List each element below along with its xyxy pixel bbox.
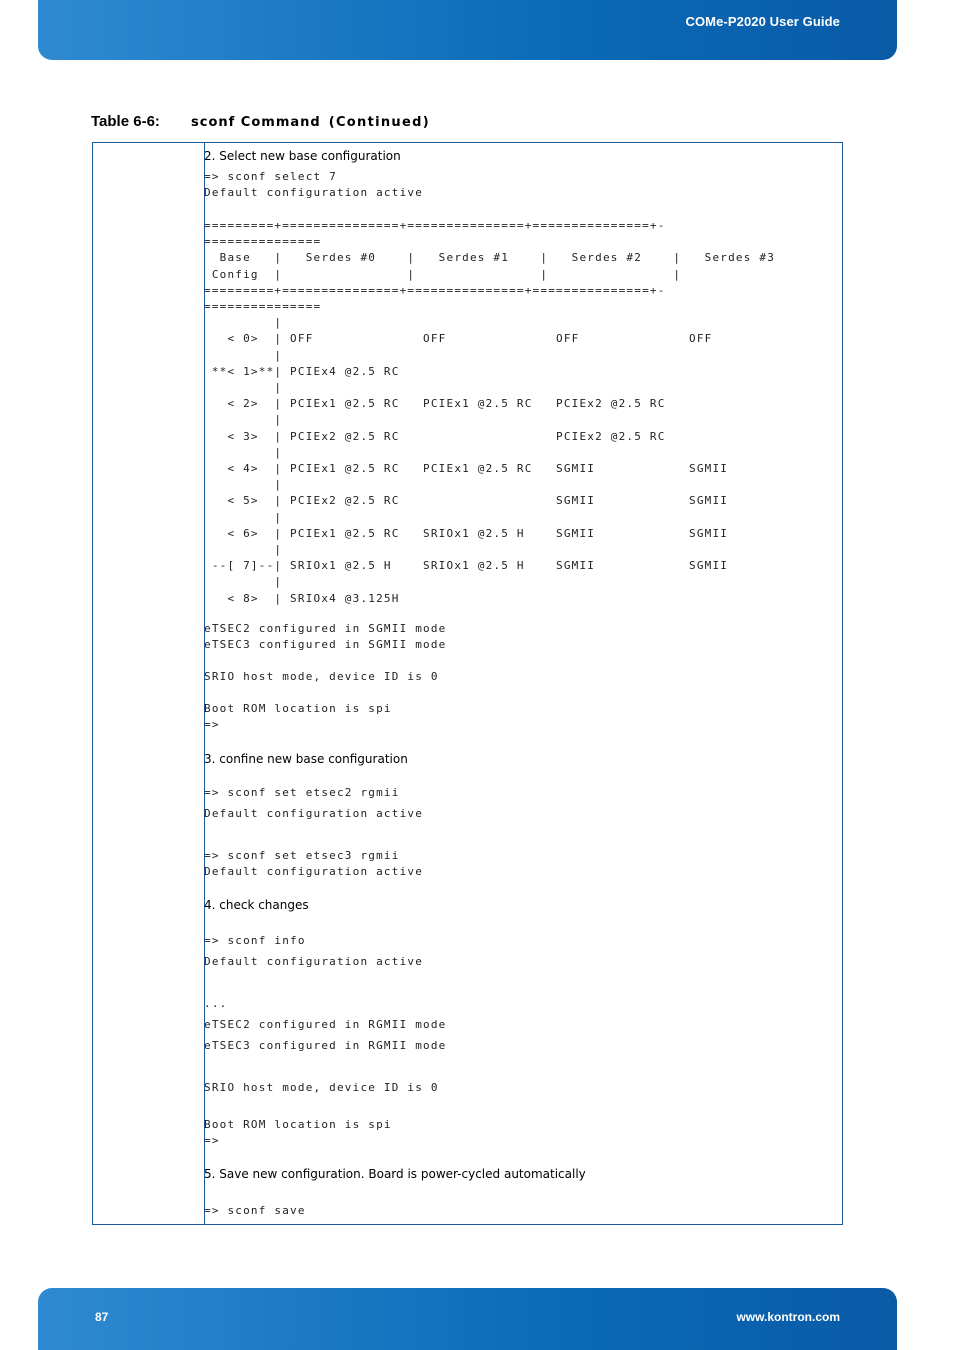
- header-band: [38, 0, 897, 60]
- code-select-block: => sconf select 7 Default configuration active: [204, 170, 424, 200]
- page-number: 87: [95, 1310, 109, 1324]
- step-check-heading: 4. check changes: [204, 898, 309, 912]
- footer-url: www.kontron.com: [736, 1310, 840, 1324]
- code-set-etsec3: => sconf set etsec3 rgmii Default configuration active: [204, 849, 424, 879]
- code-boot-rom-2: Boot ROM location is spi =>: [204, 1118, 392, 1148]
- table-content-cell: [204, 142, 840, 1222]
- code-default-active-2: Default configuration active: [204, 807, 424, 820]
- code-sgmii-mode: eTSEC2 configured in SGMII mode eTSEC3 configured in SGMII mode: [204, 622, 447, 652]
- document-title: COMe-P2020 User Guide: [685, 14, 840, 29]
- code-etsec2-rgmii: eTSEC2 configured in RGMII mode: [204, 1018, 447, 1031]
- step-select-heading: 2. Select new base configuration: [204, 149, 401, 163]
- footer-band: [38, 1288, 897, 1350]
- code-sconf-info: => sconf info: [204, 934, 306, 947]
- table-caption: [91, 111, 430, 130]
- serdes-config-table: =========+===============+===============+===============+- =============== Base | Serdes #0 | Serdes #1 | Serdes #2 | Serdes #3 Config | | | | =========+===============+===============+===============+- =============== | < 0> | OFF OFF OFF OFF | **< 1>**| PCIEx4 @2.5 RC | < 2> | PCIEx1 @2.5 RC PCIEx1 @2.5 RC PCIEx2 @2.5 RC | < 3> | PCIEx2 @2.5 RC PCIEx2 @2.5 RC | < 4> | PCIEx1 @2.5 RC PCIEx1 @2.5 RC SGMII SGMII | < 5> | PCIEx2 @2.5 RC SGMII SGMII | < 6> | PCIEx1 @2.5 RC SRIOx1 @2.5 H SGMII SGMII | --[ 7]--| SRIOx1 @2.5 H SRIOx1 @2.5 H SGMII SGMII | < 8> | SRIOx4 @3.125H: [204, 219, 776, 605]
- code-boot-rom-1: Boot ROM location is spi =>: [204, 702, 392, 732]
- step-save-heading: 5. Save new configuration. Board is power-cycled automatically: [204, 1167, 586, 1181]
- code-srio-mode-1: SRIO host mode, device ID is 0: [204, 670, 439, 683]
- table-number: Table 6-6:: [91, 113, 160, 130]
- table-continued: (Continued): [328, 115, 430, 130]
- code-sconf-save: => sconf save: [204, 1204, 306, 1217]
- step-confine-heading: 3. confine new base configuration: [204, 752, 408, 766]
- code-set-etsec2: => sconf set etsec2 rgmii: [204, 786, 400, 799]
- code-ellipsis: ...: [204, 997, 228, 1010]
- code-etsec3-rgmii: eTSEC3 configured in RGMII mode: [204, 1039, 447, 1052]
- code-srio-mode-2: SRIO host mode, device ID is 0: [204, 1081, 439, 1094]
- table-command: sconf Command: [191, 115, 321, 130]
- code-default-active-4: Default configuration active: [204, 955, 424, 968]
